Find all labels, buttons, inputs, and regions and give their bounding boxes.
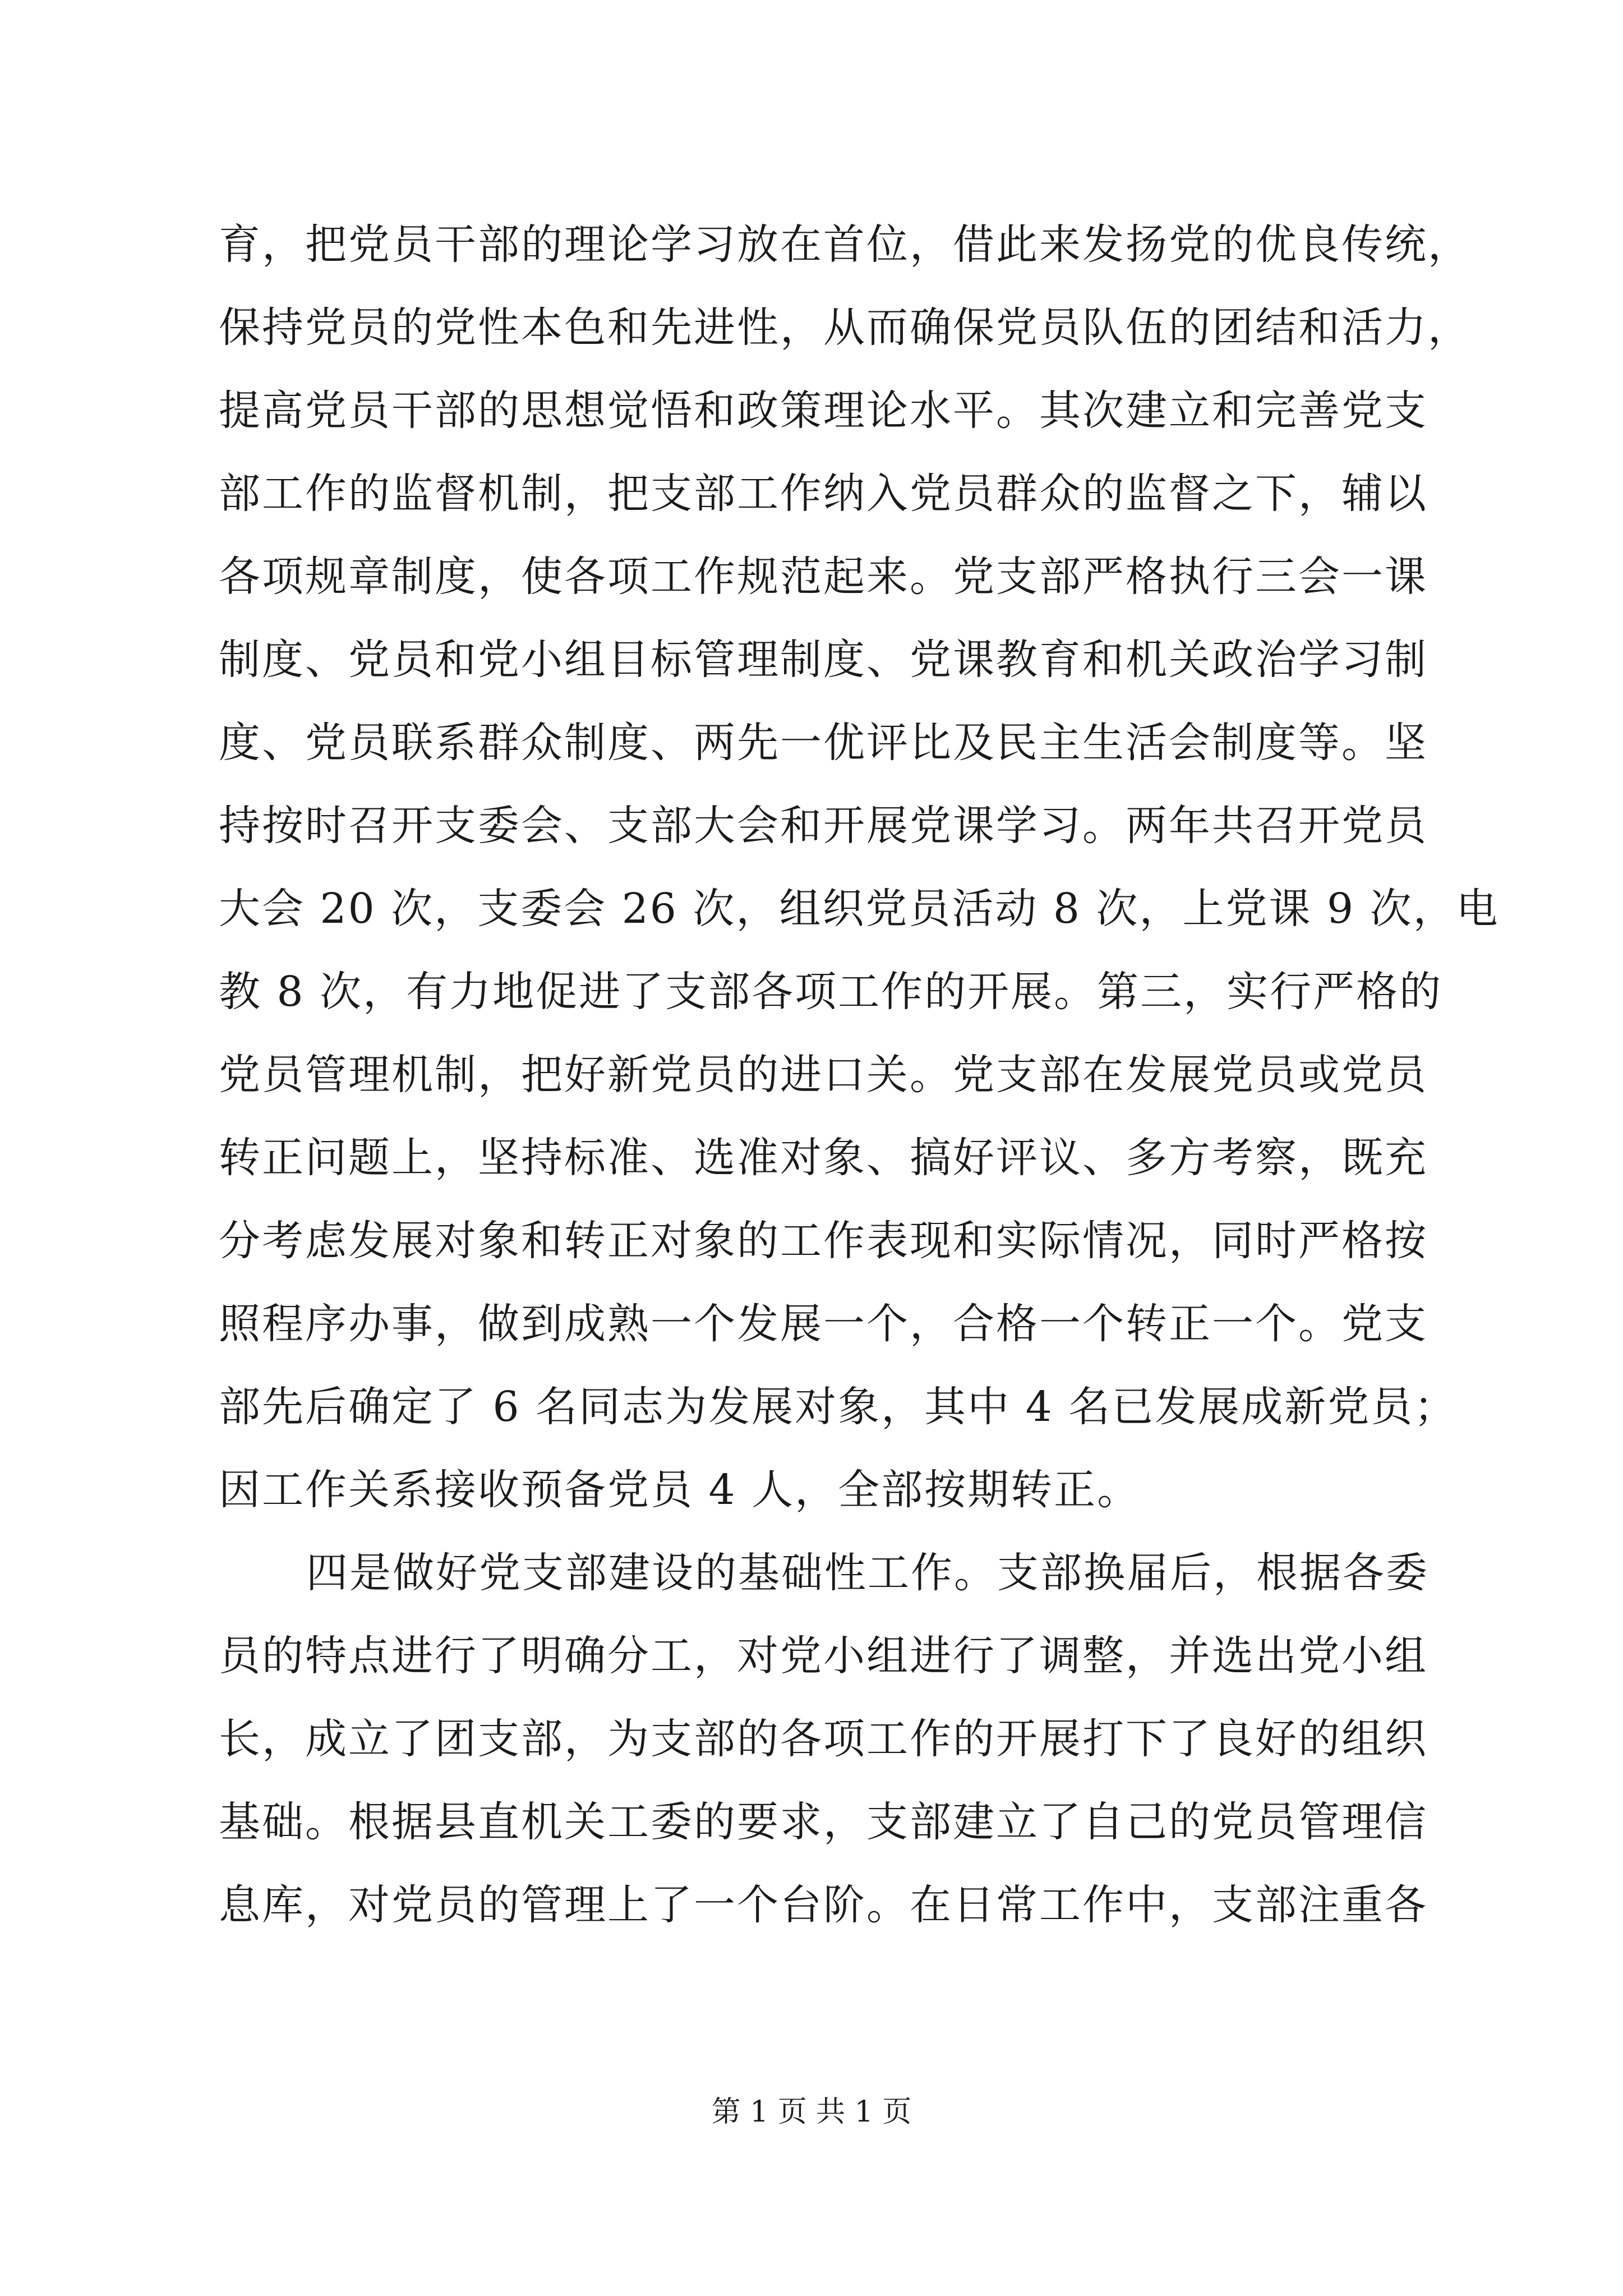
text-line: 分考虑发展对象和转正对象的工作表现和实际情况，同时严格按 <box>219 1217 1428 1265</box>
page-footer: 第 1 页 共 1 页 <box>711 2095 912 2129</box>
paragraph-1 <box>219 203 1500 1531</box>
text-line: 长，成立了团支部，为支部的各项工作的开展打下了良好的组织 <box>219 1715 1428 1763</box>
text-line: 四是做好党支部建设的基础性工作。支部换届后，根据各委 <box>306 1549 1429 1597</box>
text-line: 息库，对党员的管理上了一个台阶。在日常工作中，支部注重各 <box>219 1881 1428 1929</box>
text-line: 照程序办事，做到成熟一个发展一个，合格一个转正一个。党支 <box>219 1300 1428 1348</box>
text-line: 持按时召开支委会、支部大会和开展党课学习。两年共召开党员 <box>219 802 1428 850</box>
text-line: 各项规章制度，使各项工作规范起来。党支部严格执行三会一课 <box>219 553 1428 601</box>
paragraph-2 <box>219 1531 1429 1947</box>
text-line: 育，把党员干部的理论学习放在首位，借此来发扬党的优良传统， <box>219 220 1471 269</box>
text-line: 基础。根据县直机关工委的要求，支部建立了自己的党员管理信 <box>219 1798 1428 1846</box>
text-line: 保持党员的党性本色和先进性，从而确保党员队伍的团结和活力， <box>219 303 1471 352</box>
text-line: 转正问题上，坚持标准、选准对象、搞好评议、多方考察，既充 <box>219 1134 1428 1182</box>
text-line: 因工作关系接收预备党员 4 人，全部按期转正。 <box>219 1466 1141 1514</box>
text-line: 员的特点进行了明确分工，对党小组进行了调整，并选出党小组 <box>219 1632 1428 1680</box>
document-body <box>219 203 1500 1947</box>
text-line: 党员管理机制，把好新党员的进口关。党支部在发展党员或党员 <box>219 1051 1428 1099</box>
text-line: 度、党员联系群众制度、两先一优评比及民主生活会制度等。坚 <box>219 719 1428 767</box>
text-line: 提高党员干部的思想觉悟和政策理论水平。其次建立和完善党支 <box>219 386 1428 435</box>
text-line: 大会 20 次，支委会 26 次，组织党员活动 8 次，上党课 9 次，电 <box>219 885 1500 933</box>
text-line: 部先后确定了 6 名同志为发展对象，其中 4 名已发展成新党员； <box>219 1383 1458 1431</box>
text-line: 部工作的监督机制，把支部工作纳入党员群众的监督之下，辅以 <box>219 470 1428 518</box>
text-line: 教 8 次，有力地促进了支部各项工作的开展。第三，实行严格的 <box>219 968 1443 1016</box>
text-line: 制度、党员和党小组目标管理制度、党课教育和机关政治学习制 <box>219 636 1428 684</box>
